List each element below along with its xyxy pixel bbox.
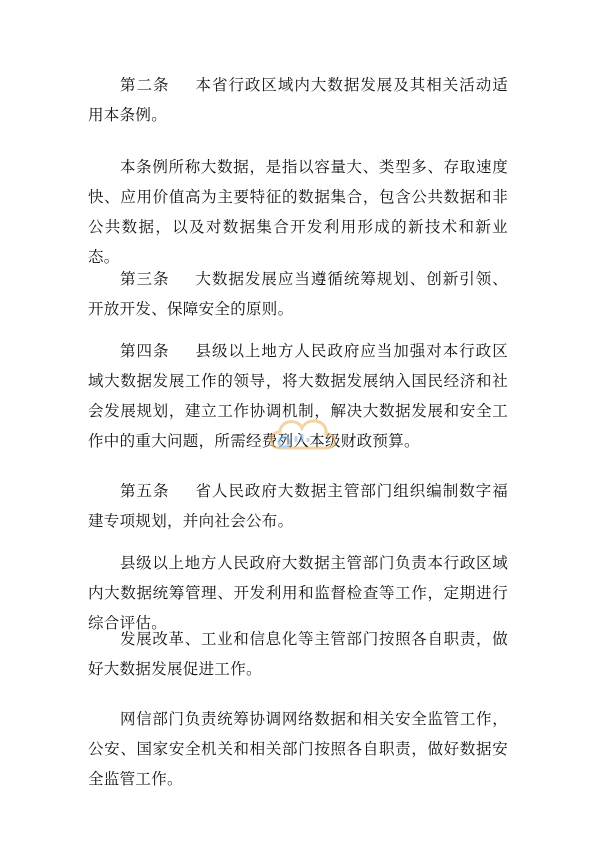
paragraph-article-5	[88, 476, 508, 536]
article-number: 第四条	[120, 342, 170, 360]
paragraph-security-supervision	[88, 704, 508, 794]
paragraph-text: 发展改革、工业和信息化等主管部门按照各自职责，做好大数据发展促进工作。	[88, 630, 508, 678]
paragraph-text: 县级以上地方人民政府应当加强对本行政区域大数据发展工作的领导，将大数据发展纳入国民经济和社会发展规划，建立工作协调机制，解决大数据发展和安全工作中的重大问题，所需经费列入本级财政预算。	[88, 342, 509, 450]
paragraph-development-promotion	[88, 624, 508, 684]
paragraph-text: 网信部门负责统筹协调网络数据和相关安全监管工作，公安、国家安全机关和相关部门按照各自职责，做好数据安全监管工作。	[88, 710, 508, 788]
article-number: 第五条	[120, 482, 170, 500]
article-number: 第三条	[120, 270, 170, 288]
paragraph-big-data-definition	[88, 152, 508, 272]
paragraph-text: 省人民政府大数据主管部门组织编制数字福建专项规划，并向社会公布。	[88, 482, 509, 530]
paragraph-text: 大数据发展应当遵循统筹规划、创新引领、开放开发、保障安全的原则。	[88, 270, 509, 318]
paragraph-text: 本省行政区域内大数据发展及其相关活动适用本条例。	[88, 76, 509, 124]
paragraph-text: 县级以上地方人民政府大数据主管部门负责本行政区域内大数据统筹管理、开发利用和监督检查等工作，定期进行综合评估。	[88, 554, 508, 632]
paragraph-article-3	[88, 264, 508, 324]
cloud-logo-icon	[262, 390, 352, 470]
paragraph-article-2	[88, 70, 508, 130]
article-number: 第二条	[120, 76, 170, 94]
paragraph-text: 本条例所称大数据，是指以容量大、类型多、存取速度快、应用价值高为主要特征的数据集合，包含公共数据和非公共数据，以及对数据集合开发利用形成的新技术和新业态。	[88, 158, 508, 266]
